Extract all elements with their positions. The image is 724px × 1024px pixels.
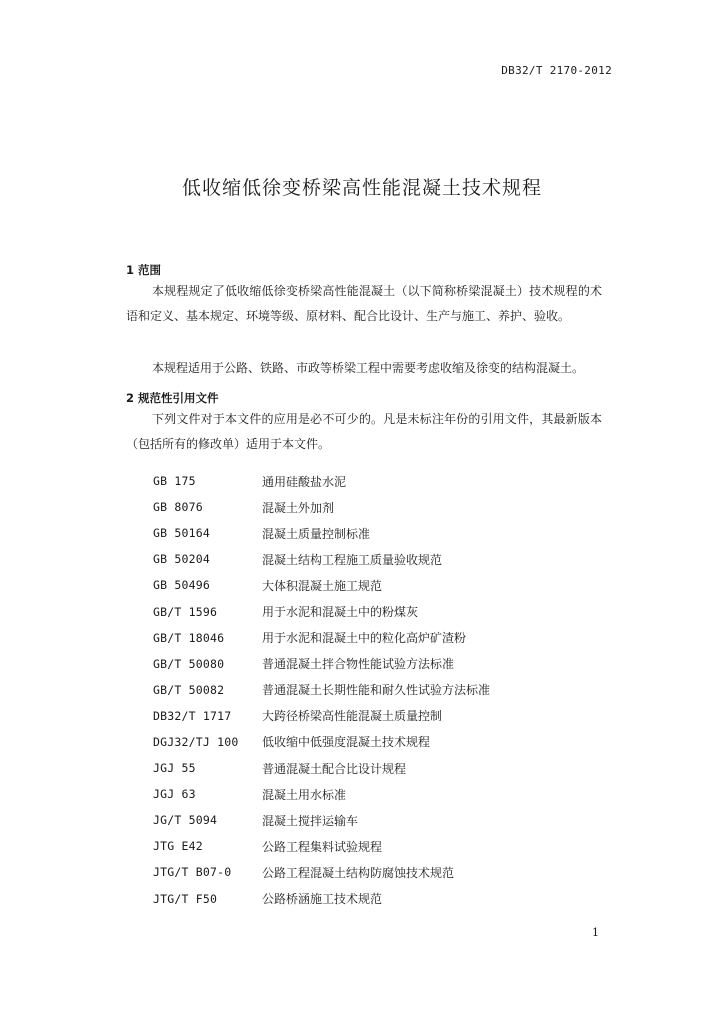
reference-code: JGJ 55 [153, 761, 196, 776]
reference-code: GB/T 50082 [153, 682, 225, 697]
reference-item [153, 755, 490, 781]
reference-code: GB/T 50080 [153, 656, 225, 671]
reference-code: JG/T 5094 [153, 813, 218, 828]
reference-item [153, 859, 490, 885]
reference-name: 混凝土搅拌运输车 [262, 813, 359, 828]
reference-name: 公路工程混凝土结构防腐蚀技术规范 [262, 865, 455, 880]
reference-code: GB/T 1596 [153, 604, 218, 619]
section-1-paragraph-applicability: 本规程适用于公路、铁路、市政等桥梁工程中需要考虑收缩及徐变的结构混凝土。 [152, 361, 585, 375]
reference-item [153, 833, 490, 859]
reference-name: 大体积混凝土施工规范 [262, 578, 383, 593]
section-1-paragraph-scope: 本规程规定了低收缩低徐变桥梁高性能混凝土（以下简称桥梁混凝土）技术规程的术语和定义、基本规定、环境等级、原材料、配合比设计、生产与施工、养护、验收。 [126, 284, 602, 323]
reference-item [153, 520, 490, 546]
reference-name: 大跨径桥梁高性能混凝土质量控制 [262, 709, 443, 724]
reference-item [153, 468, 490, 494]
reference-code: DB32/T 1717 [153, 708, 232, 723]
section-1-heading: 1 范围 [126, 263, 162, 277]
reference-name: 用于水泥和混凝土中的粉煤灰 [262, 605, 419, 620]
reference-item [153, 886, 490, 912]
reference-name: 普通混凝土拌合物性能试验方法标准 [262, 657, 455, 672]
reference-name: 混凝土质量控制标准 [262, 526, 371, 541]
reference-code: GB 8076 [153, 500, 203, 515]
reference-name: 普通混凝土配合比设计规程 [262, 761, 407, 776]
reference-code: GB/T 18046 [153, 630, 225, 645]
reference-code: GB 50496 [153, 578, 210, 593]
reference-name: 通用硅酸盐水泥 [262, 474, 347, 489]
section-2-intro: 下列文件对于本文件的应用是必不可少的。凡是未标注年份的引用文件，其最新版本（包括所有的修改单）适用于本文件。 [126, 412, 602, 451]
reference-item [153, 625, 490, 651]
reference-item [153, 729, 490, 755]
reference-code: JGJ 63 [153, 787, 196, 802]
reference-code: JTG/T F50 [153, 891, 218, 906]
reference-name: 低收缩中低强度混凝土技术规程 [262, 735, 431, 750]
reference-name: 用于水泥和混凝土中的粒化高炉矿渣粉 [262, 631, 467, 646]
page-number: 1 [592, 926, 599, 939]
reference-item [153, 781, 490, 807]
standard-code: DB32/T 2170-2012 [501, 64, 612, 77]
reference-item [153, 703, 490, 729]
reference-item [153, 598, 490, 624]
reference-name: 混凝土用水标准 [262, 787, 347, 802]
reference-name: 公路桥涵施工技术规范 [262, 892, 383, 907]
reference-list [153, 468, 490, 912]
reference-code: DGJ32/TJ 100 [153, 734, 239, 749]
reference-name: 普通混凝土长期性能和耐久性试验方法标准 [262, 683, 491, 698]
reference-code: JTG E42 [153, 839, 203, 854]
reference-code: GB 50164 [153, 526, 210, 541]
reference-item [153, 807, 490, 833]
reference-item [153, 651, 490, 677]
reference-name: 混凝土外加剂 [262, 500, 335, 515]
reference-code: GB 175 [153, 474, 196, 489]
section-2-heading: 2 规范性引用文件 [126, 391, 219, 405]
reference-item [153, 546, 490, 572]
reference-code: JTG/T B07-0 [153, 865, 232, 880]
reference-name: 公路工程集料试验规程 [262, 839, 383, 854]
reference-code: GB 50204 [153, 552, 210, 567]
reference-name: 混凝土结构工程施工质量验收规范 [262, 552, 443, 567]
reference-item [153, 494, 490, 520]
document-title: 低收缩低徐变桥梁高性能混凝土技术规程 [181, 177, 542, 199]
reference-item [153, 677, 490, 703]
reference-item [153, 572, 490, 598]
